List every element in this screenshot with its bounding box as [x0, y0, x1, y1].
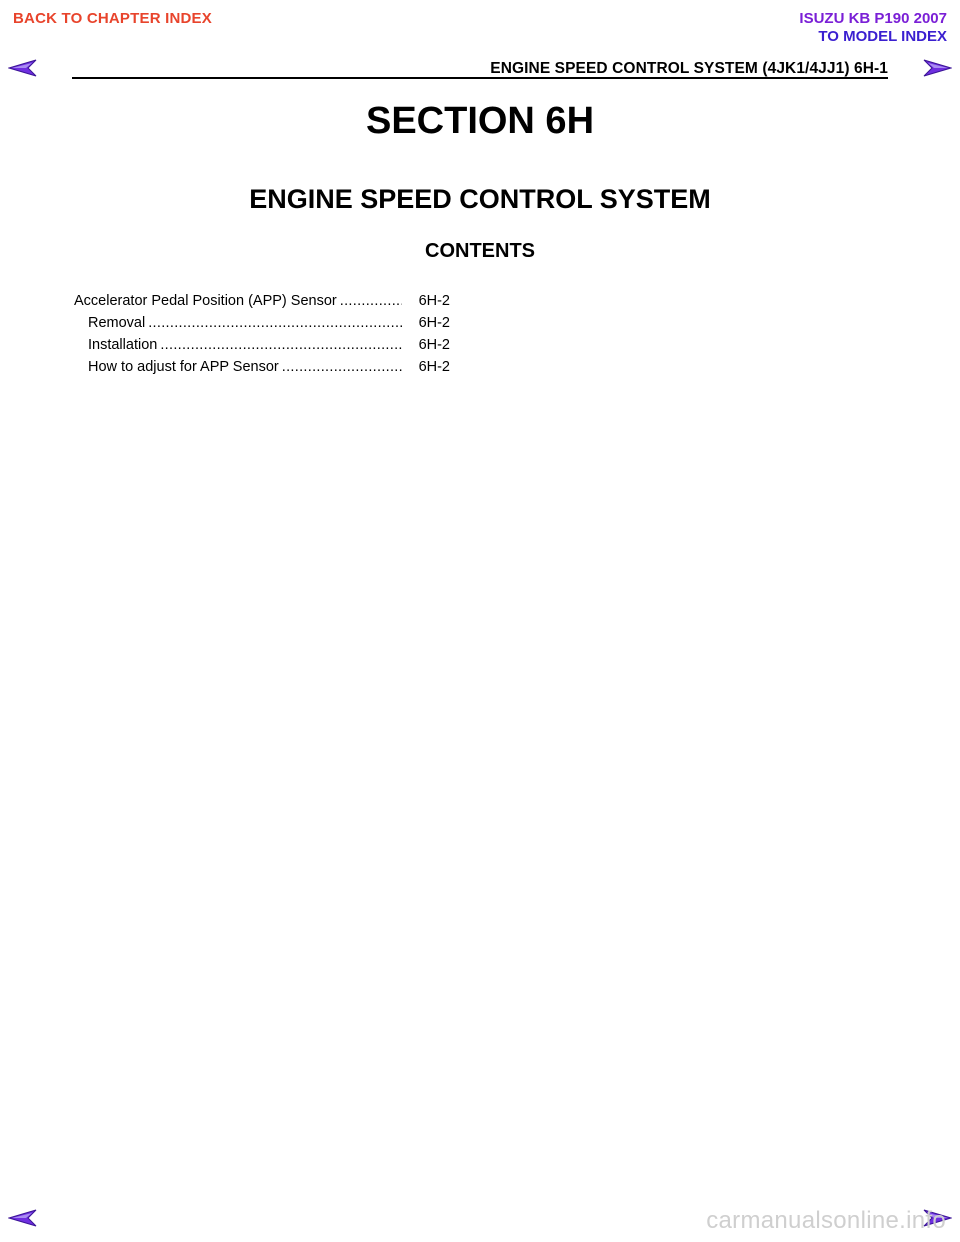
- toc-entry-page: 6H-2: [418, 293, 450, 309]
- toc-entry[interactable]: [74, 293, 464, 315]
- model-nav: [799, 10, 947, 46]
- toc-entry-page: 6H-2: [418, 315, 450, 331]
- toc-entry[interactable]: [74, 315, 464, 337]
- toc-entry-page: 6H-2: [418, 359, 450, 375]
- to-model-index-link[interactable]: TO MODEL INDEX: [818, 28, 947, 45]
- toc-entry-page: 6H-2: [418, 337, 450, 353]
- toc-entry-label: Removal: [88, 315, 146, 331]
- toc-leader-dots: [337, 293, 402, 309]
- watermark: carmanualsonline.info: [706, 1207, 946, 1234]
- model-name: ISUZU KB P190 2007: [799, 10, 947, 27]
- toc-leader-dots: [145, 315, 402, 331]
- toc-entry-label: Accelerator Pedal Position (APP) Sensor: [74, 293, 337, 309]
- toc-entry-label: Installation: [88, 337, 158, 353]
- table-of-contents: [74, 293, 464, 381]
- system-title: ENGINE SPEED CONTROL SYSTEM: [249, 184, 711, 214]
- running-header-title: ENGINE SPEED CONTROL SYSTEM (4JK1/4JJ1) 6H-1: [490, 60, 888, 77]
- toc-entry[interactable]: [74, 337, 464, 359]
- left-arrow-icon[interactable]: [8, 58, 38, 78]
- contents-heading: CONTENTS: [425, 240, 535, 262]
- back-to-chapter-index-link[interactable]: BACK TO CHAPTER INDEX: [13, 10, 212, 27]
- section-title: SECTION 6H: [365, 100, 595, 142]
- left-arrow-icon[interactable]: [8, 1208, 38, 1228]
- toc-entry-label: How to adjust for APP Sensor: [88, 359, 279, 375]
- toc-leader-dots: [157, 337, 402, 353]
- header-divider: [72, 77, 888, 79]
- right-arrow-icon[interactable]: [922, 58, 952, 78]
- toc-entry[interactable]: [74, 359, 464, 381]
- toc-leader-dots: [279, 359, 402, 375]
